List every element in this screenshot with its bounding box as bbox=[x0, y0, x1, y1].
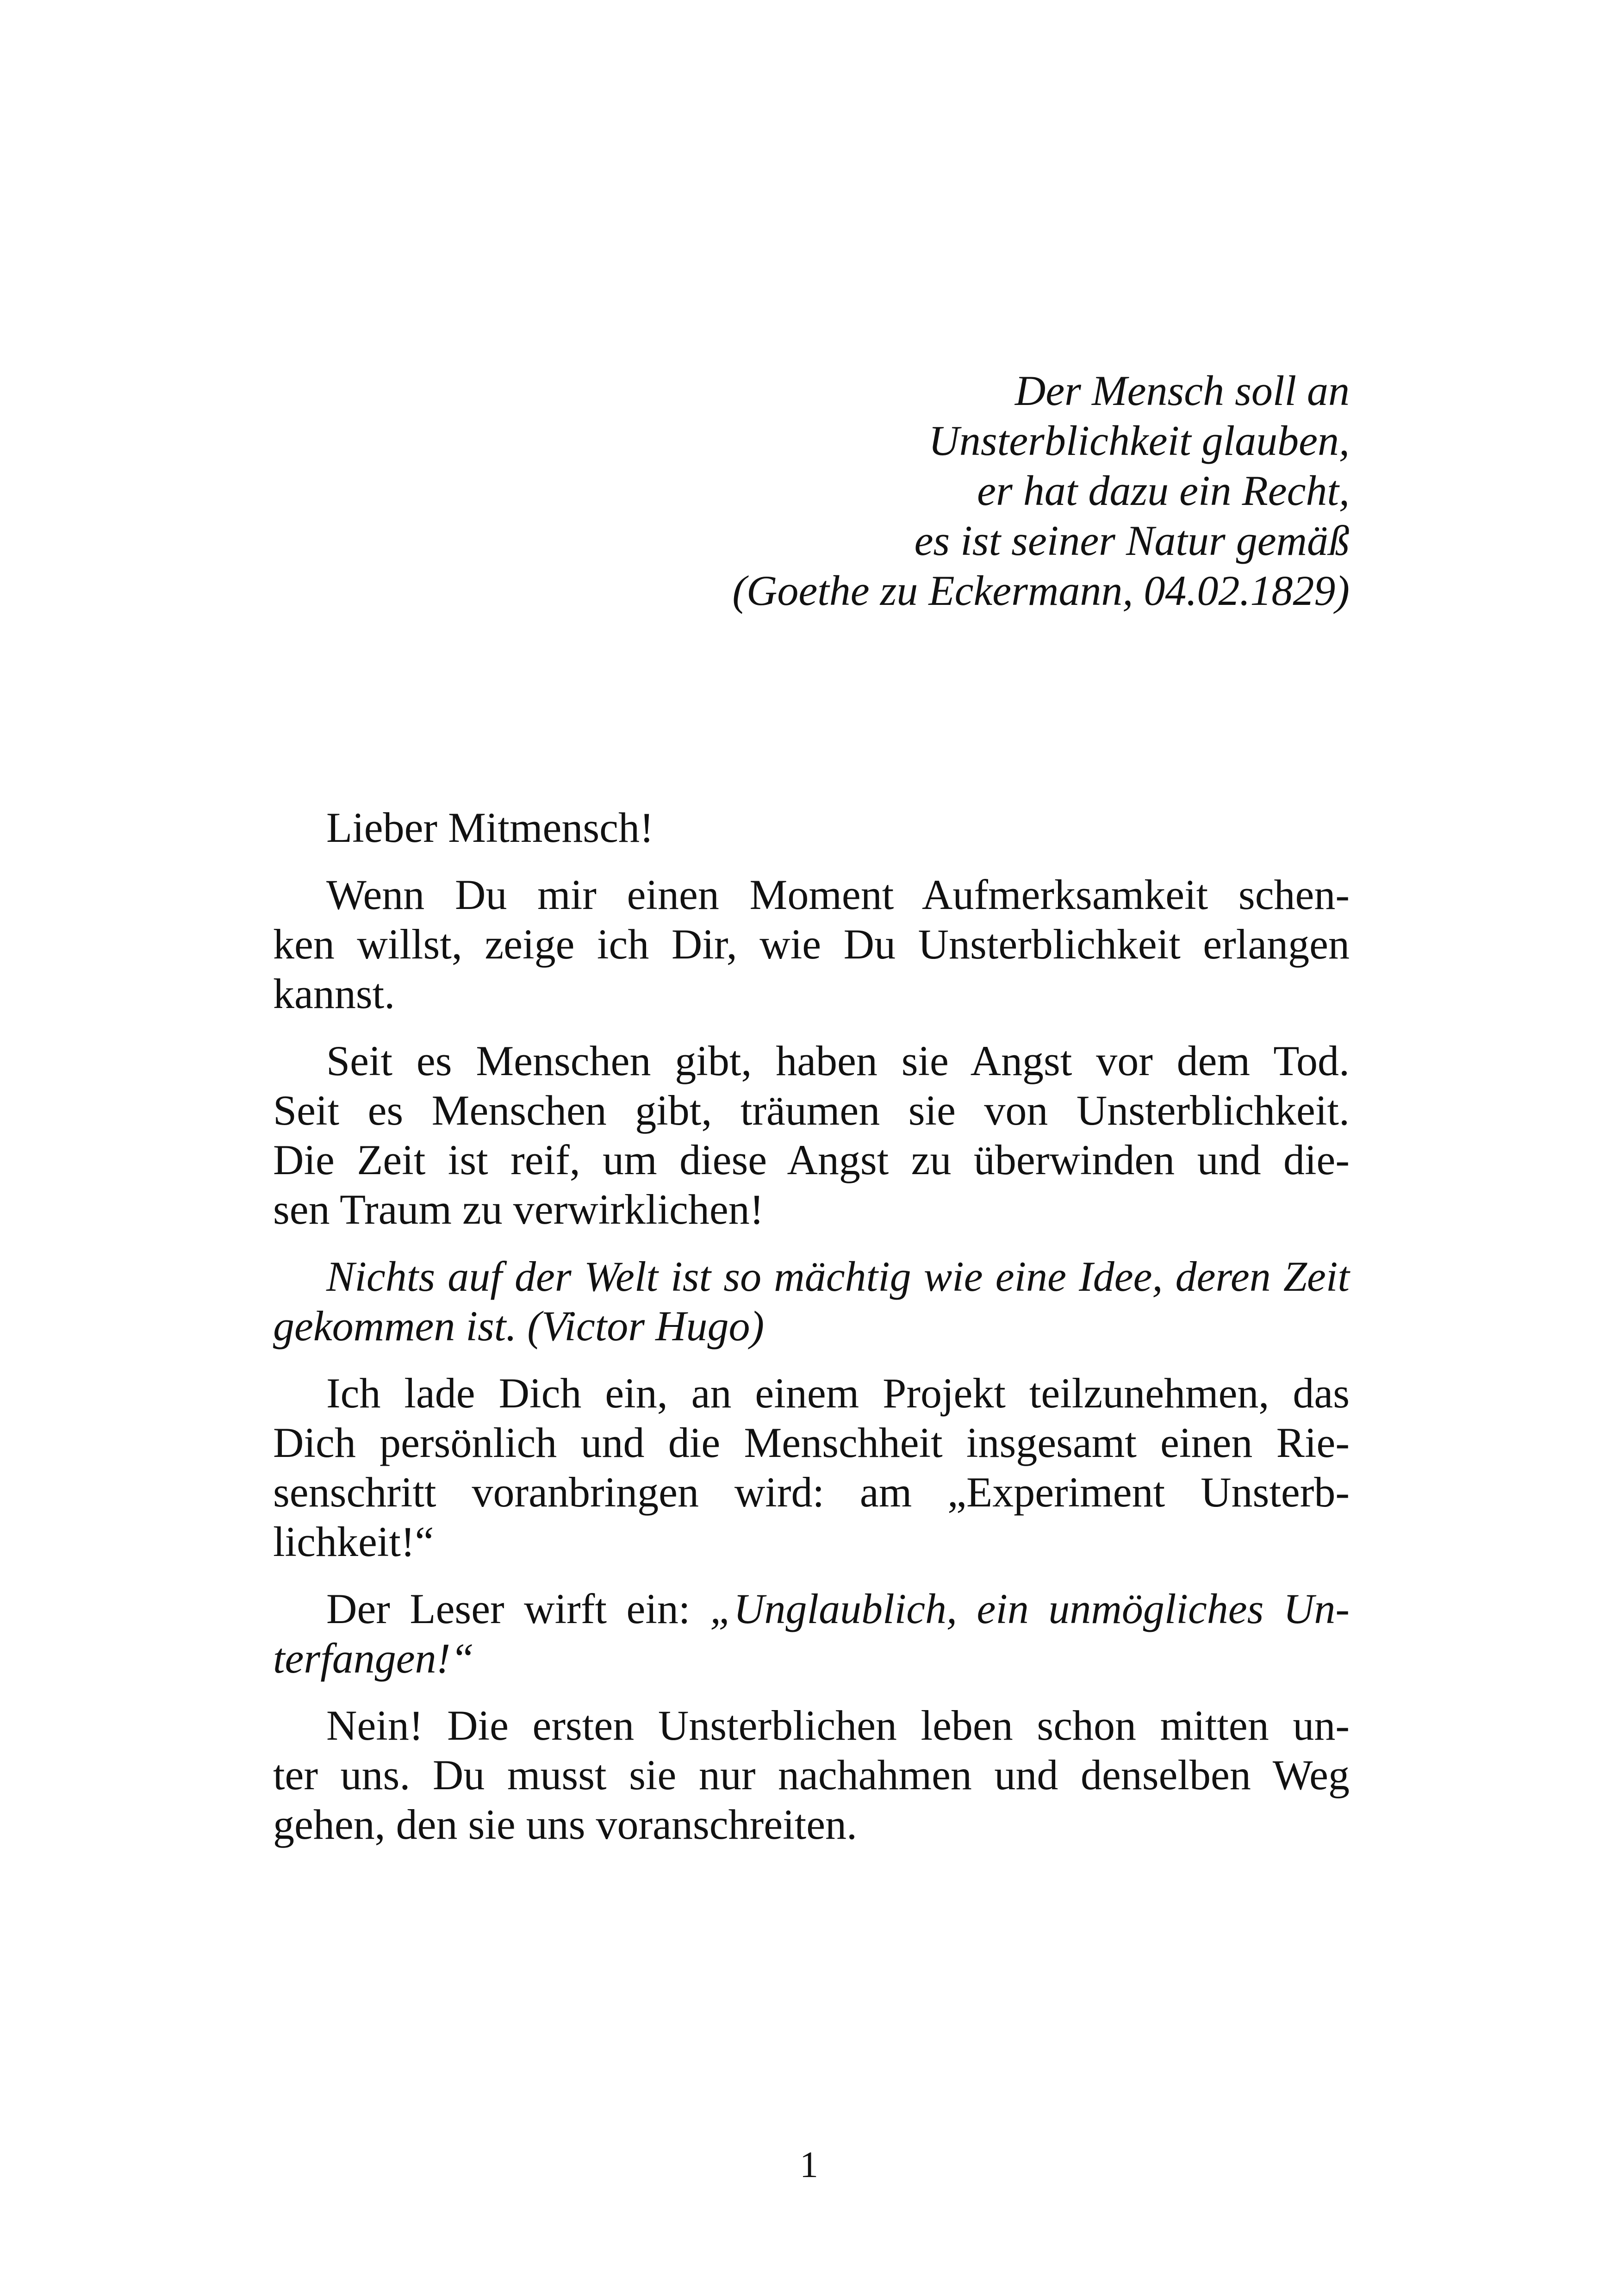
paragraph-line: Nein! Die ersten Unsterblichen leben schon mitten un- bbox=[326, 1702, 1350, 1749]
paragraph-fear-of-death bbox=[273, 1036, 1350, 1234]
paragraph-line: lichkeit!“ bbox=[273, 1518, 434, 1565]
paragraph-line: Dich persönlich und die Menschheit insgesamt einen Rie- bbox=[273, 1419, 1350, 1466]
paragraph-hugo-quote bbox=[273, 1252, 1350, 1351]
paragraph-line: kannst. bbox=[273, 970, 395, 1017]
paragraph-line: ken willst, zeige ich Dir, wie Du Unsterblichkeit erlangen bbox=[273, 921, 1350, 968]
objection-quote: „Unglaublich, ein unmögliches Un- bbox=[709, 1585, 1350, 1632]
paragraph-line: gehen, den sie uns voranschreiten. bbox=[273, 1801, 858, 1848]
paragraph-line: ter uns. Du musst sie nur nachahmen und denselben Weg bbox=[273, 1751, 1350, 1798]
epigraph-line: Unsterblichkeit glauben, bbox=[928, 417, 1350, 464]
paragraph-line: Seit es Menschen gibt, haben sie Angst vor dem Tod. bbox=[326, 1037, 1350, 1084]
paragraph-attention bbox=[273, 870, 1350, 1019]
epigraph-line: Der Mensch soll an bbox=[1014, 367, 1350, 414]
page-number: 1 bbox=[800, 2145, 818, 2185]
paragraph-line: Ich lade Dich ein, an einem Projekt teilzunehmen, das bbox=[326, 1369, 1350, 1417]
paragraph-line: Die Zeit ist reif, um diese Angst zu überwinden und die- bbox=[273, 1136, 1350, 1183]
quote-line: gekommen ist. (Victor Hugo) bbox=[273, 1302, 765, 1350]
paragraph-invitation bbox=[273, 1369, 1350, 1567]
paragraph-immortals bbox=[273, 1701, 1350, 1849]
epigraph-line: es ist seiner Natur gemäß bbox=[914, 517, 1350, 564]
paragraph-line: sen Traum zu verwirklichen! bbox=[273, 1186, 764, 1233]
paragraph-line bbox=[273, 1584, 1350, 1634]
paragraph-line: Wenn Du mir einen Moment Aufmerksamkeit schen- bbox=[326, 871, 1350, 918]
epigraph bbox=[555, 366, 1350, 616]
paragraph-line: senschritt voranbringen wird: am „Experiment Unsterb- bbox=[273, 1468, 1350, 1516]
epigraph-line: er hat dazu ein Recht, bbox=[977, 467, 1350, 514]
letter-body bbox=[273, 803, 1350, 1867]
quote-line: Nichts auf der Welt ist so mächtig wie eine Idee, deren Zeit bbox=[326, 1253, 1350, 1300]
paragraph-reader-objection bbox=[273, 1584, 1350, 1683]
paragraph-line: Seit es Menschen gibt, träumen sie von Unsterblichkeit. bbox=[273, 1087, 1350, 1134]
salutation-paragraph bbox=[273, 803, 1350, 852]
objection-quote-end: terfangen!“ bbox=[273, 1635, 474, 1682]
salutation: Lieber Mitmensch! bbox=[326, 804, 654, 851]
epigraph-attribution: (Goethe zu Eckermann, 04.02.1829) bbox=[732, 567, 1350, 614]
objection-lead: Der Leser wirft ein: bbox=[326, 1585, 710, 1632]
